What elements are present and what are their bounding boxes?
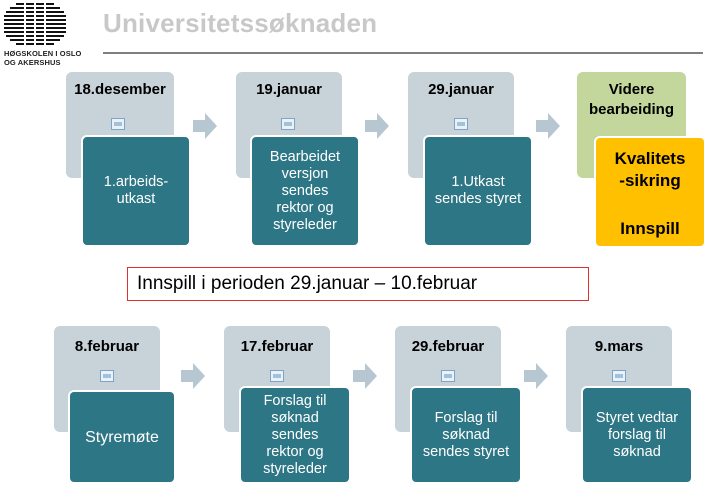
arrow-right-icon <box>524 363 548 389</box>
image-placeholder-icon <box>111 118 125 130</box>
step-date: 9.mars <box>594 338 644 355</box>
step-description-4 <box>68 390 176 484</box>
step-text: Styret vedtar forslag til søknad <box>595 409 679 460</box>
final-step-heading: Videre bearbeiding <box>588 81 674 118</box>
step-description-6 <box>410 386 522 484</box>
arrow-right-icon <box>193 113 217 139</box>
image-placeholder-icon <box>281 118 295 130</box>
step-description-3 <box>423 135 533 247</box>
arrow-right-icon <box>353 363 377 389</box>
step-description-7 <box>581 386 693 484</box>
image-placeholder-icon <box>454 118 468 130</box>
step-date: 19.januar <box>256 81 322 98</box>
input-period-banner: Innspill i perioden 29.januar – 10.februar <box>127 267 589 301</box>
image-placeholder-icon <box>612 370 626 382</box>
logo-mark-icon <box>4 3 66 47</box>
image-placeholder-icon <box>100 370 114 382</box>
step-text: 1.Utkast sendes styret <box>434 174 522 207</box>
page-title: Universitetssøknaden <box>103 8 378 38</box>
quality-assurance-text: Kvalitets -sikring <box>614 149 686 190</box>
image-placeholder-icon <box>441 370 455 382</box>
step-description-1 <box>81 135 191 247</box>
step-text: Styremøte <box>85 428 159 446</box>
arrow-right-icon <box>365 113 389 139</box>
step-text: Bearbeidet versjon sendes rektor og styreleder <box>269 148 341 233</box>
logo-text: HØGSKOLEN I OSLO OG AKERSHUS <box>4 49 82 67</box>
step-text: 1.arbeids- utkast <box>103 174 169 207</box>
step-date: 18.desember <box>74 81 166 98</box>
step-description-5 <box>239 386 351 484</box>
step-text: Forslag til søknad sendes rektor og styreleder <box>263 392 327 477</box>
title-divider <box>103 52 703 54</box>
step-description-2 <box>250 135 360 247</box>
input-text: Innspill <box>620 219 680 238</box>
quality-assurance-box <box>594 136 706 248</box>
step-date: 29.februar <box>411 338 485 355</box>
logo <box>4 3 92 67</box>
step-date: 29.januar <box>428 81 494 98</box>
step-date: 8.februar <box>74 338 140 355</box>
arrow-right-icon <box>536 113 560 139</box>
arrow-right-icon <box>181 363 205 389</box>
step-text: Forslag til søknad sendes styret <box>422 409 510 460</box>
image-placeholder-icon <box>270 370 284 382</box>
step-date: 17.februar <box>240 338 314 355</box>
